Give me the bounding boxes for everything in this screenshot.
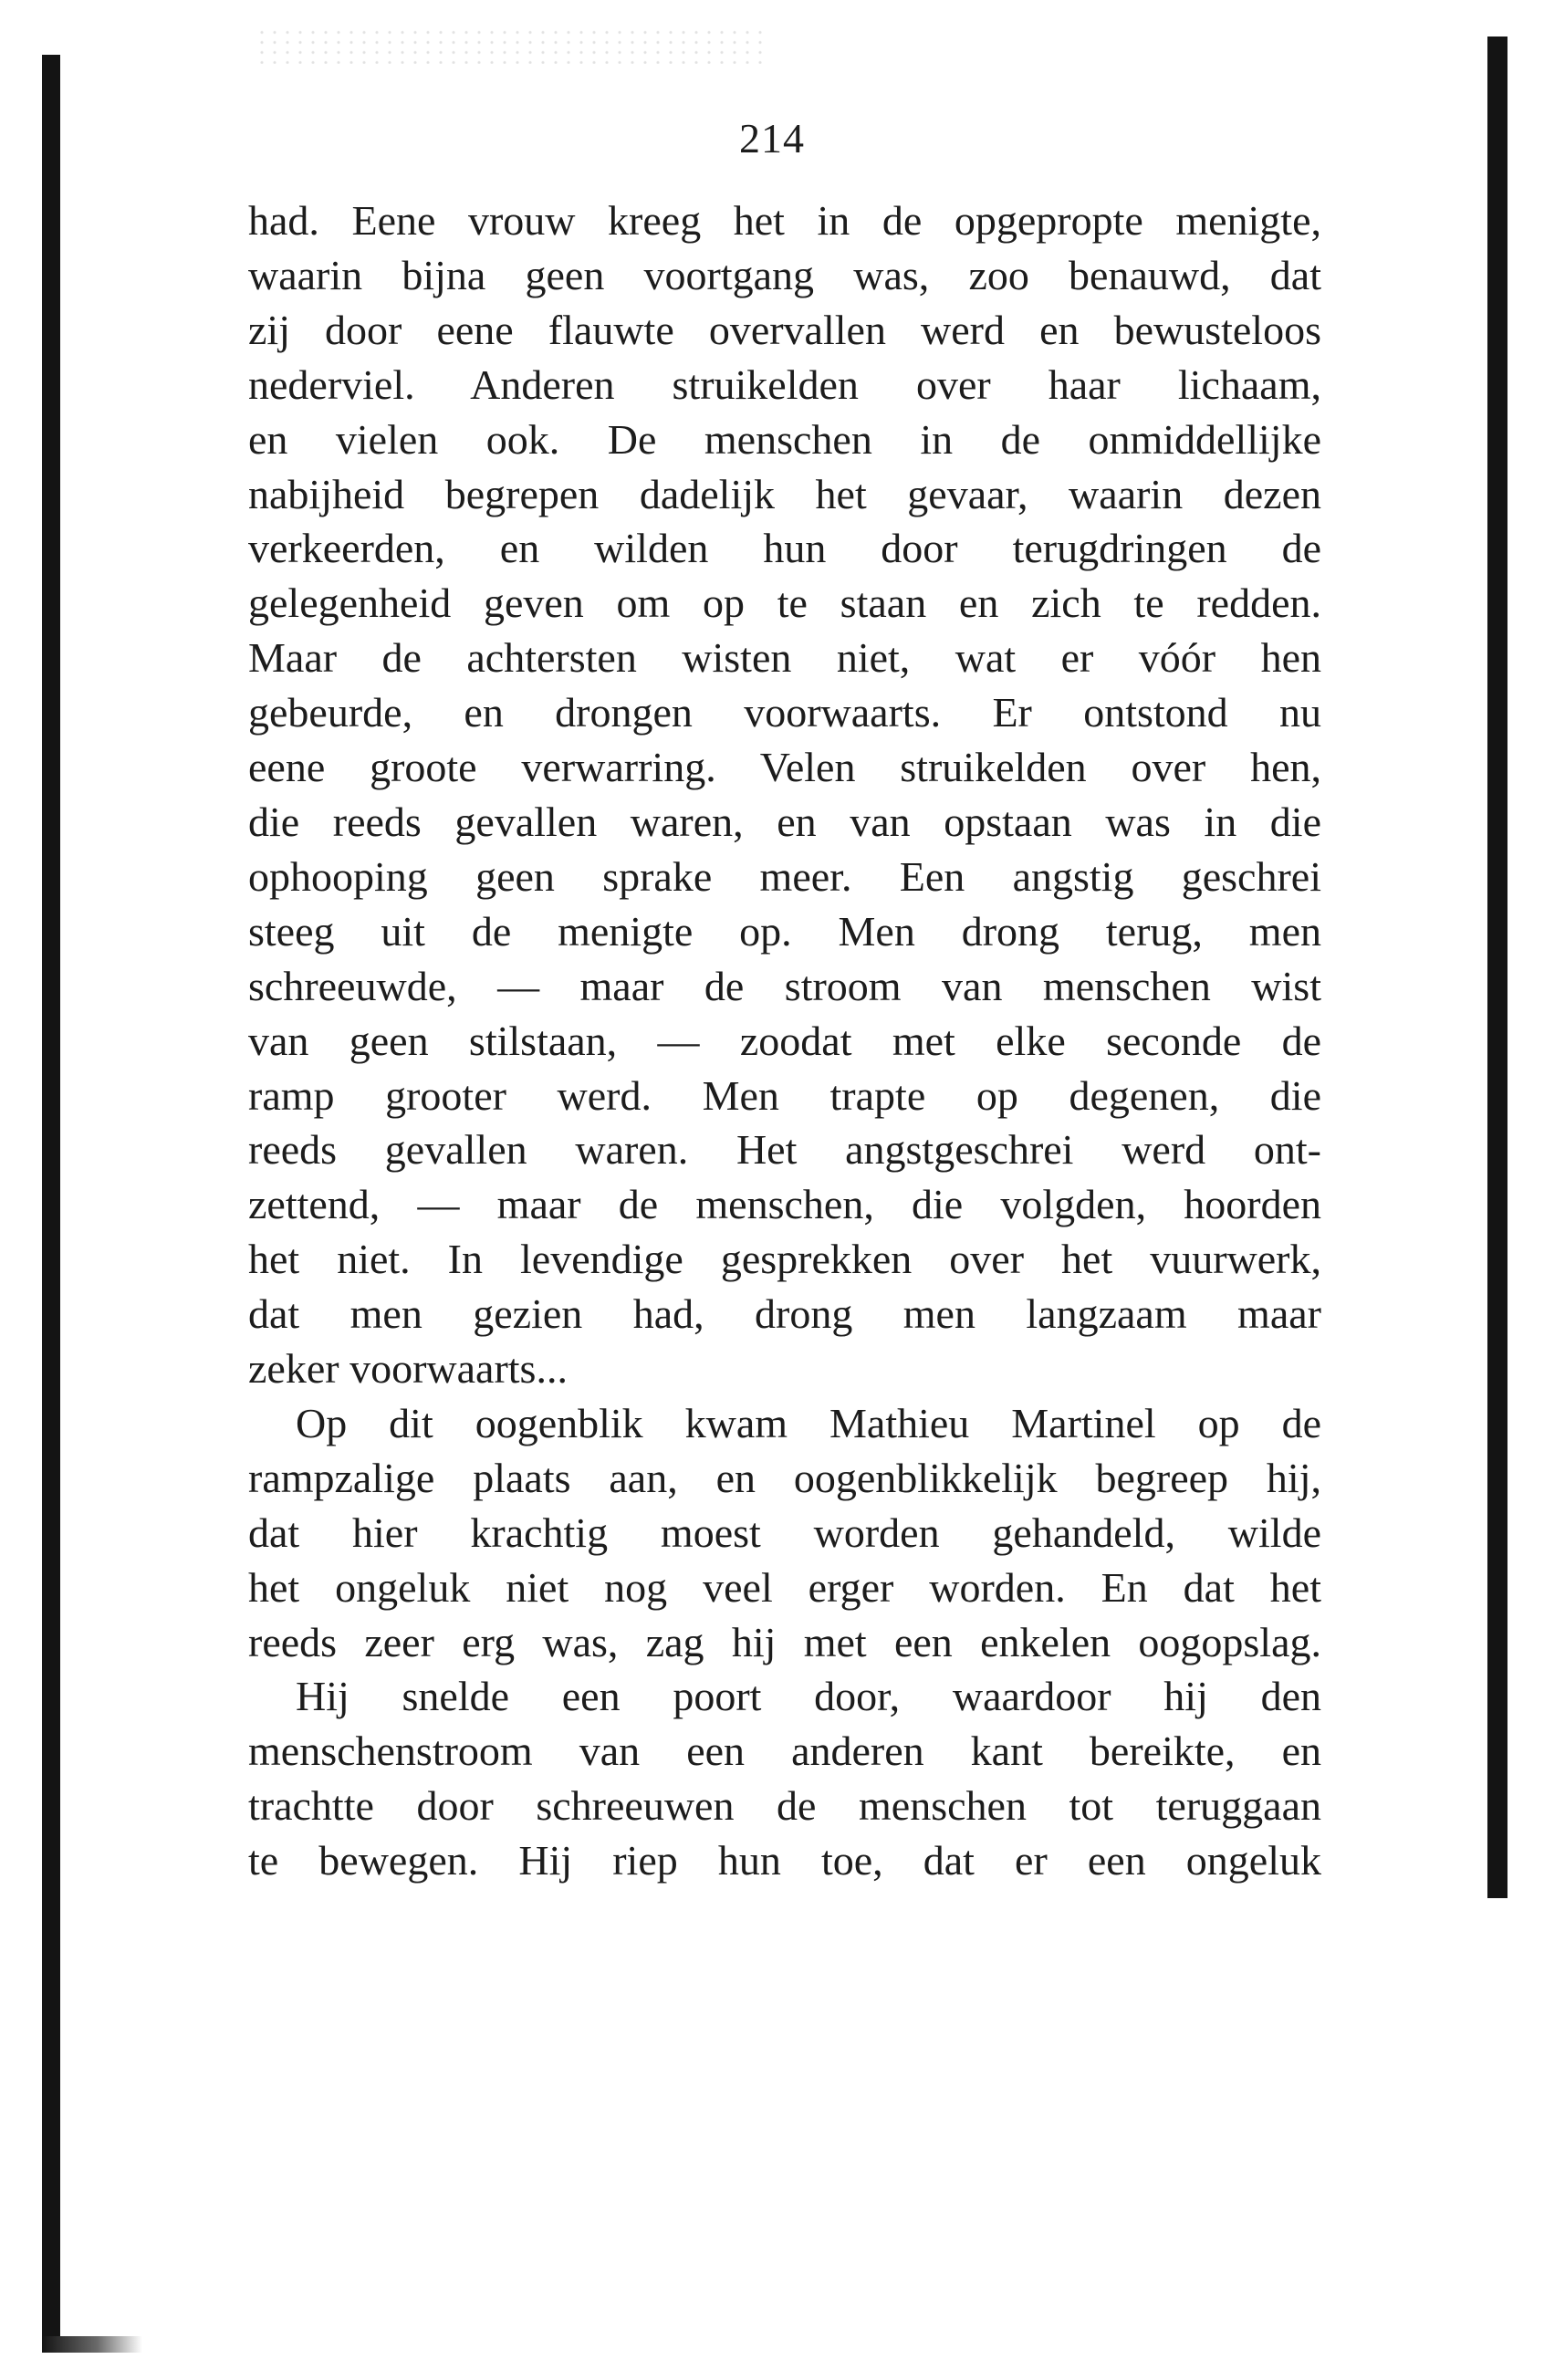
text-line: nederviel. Anderen struikelden over haar lichaam, (248, 360, 1321, 408)
text-line: en vielen ook. De menschen in de onmiddellijke (248, 415, 1321, 463)
scan-border-left (42, 55, 60, 2345)
text-line: menschenstroom van een anderen kant bereikte, en (248, 1728, 1321, 1775)
page-number: 214 (739, 115, 805, 162)
text-line: reeds zeer erg was, zag hij met een enkelen oogopslag. (248, 1618, 1321, 1665)
text-line: Op dit oogenblik kwam Mathieu Martinel op de (296, 1399, 1321, 1446)
text-line: schreeuwde, — maar de stroom van menschen wist (248, 962, 1321, 1009)
text-line: die reeds gevallen waren, en van opstaan was in die (248, 798, 1321, 845)
text-line: waarin bijna geen voortgang was, zoo benauwd, dat (248, 251, 1321, 298)
body-text (248, 193, 1321, 1888)
text-line: Hij snelde een poort door, waardoor hij den (296, 1673, 1321, 1720)
text-line: dat hier krachtig moest worden gehandeld, wilde (248, 1508, 1321, 1556)
text-line: nabijheid begrepen dadelijk het gevaar, waarin dezen (248, 470, 1321, 517)
text-line: ophooping geen sprake meer. Een angstig geschrei (248, 852, 1321, 900)
text-line: te bewegen. Hij riep hun toe, dat er een ongeluk (248, 1837, 1321, 1884)
text-line: trachtte door schreeuwen de menschen tot teruggaan (248, 1782, 1321, 1830)
text-line: ramp grooter werd. Men trapte op degenen, die (248, 1071, 1321, 1119)
text-line: dat men gezien had, drong men langzaam maar (248, 1290, 1321, 1338)
text-line: gelegenheid geven om op te staan en zich te redden. (248, 579, 1321, 627)
text-line: zettend, — maar de menschen, die volgden, hoorden (248, 1181, 1321, 1228)
scan-border-right (1487, 37, 1507, 1898)
text-line: van geen stilstaan, — zoodat met elke seconde de (248, 1017, 1321, 1064)
text-line: rampzalige plaats aan, en oogenblikkelijk begreep hij, (248, 1454, 1321, 1501)
scan-specks (256, 27, 767, 64)
text-line: eene groote verwarring. Velen struikelden over hen, (248, 744, 1321, 791)
scan-border-left-foot (42, 2336, 142, 2353)
text-line: gebeurde, en drongen voorwaarts. Er ontstond nu (248, 689, 1321, 736)
text-line: zij door eene flauwte overvallen werd en bewusteloos (248, 306, 1321, 353)
text-line: het niet. In levendige gesprekken over het vuurwerk, (248, 1236, 1321, 1283)
paragraph (248, 1396, 1321, 1670)
text-line: reeds gevallen waren. Het angstgeschrei werd ont- (248, 1126, 1321, 1174)
text-line: Maar de achtersten wisten niet, wat er vóór hen (248, 634, 1321, 682)
text-line: het ongeluk niet nog veel erger worden. En dat het (248, 1563, 1321, 1611)
paragraph (248, 193, 1321, 1396)
text-line: verkeerden, en wilden hun door terugdringen de (248, 525, 1321, 572)
text-line: had. Eene vrouw kreeg het in de opgepropte menigte, (248, 197, 1321, 244)
text-line: zeker voorwaarts... (248, 1345, 568, 1393)
paragraph (248, 1669, 1321, 1888)
text-line: steeg uit de menigte op. Men drong terug, men (248, 907, 1321, 955)
